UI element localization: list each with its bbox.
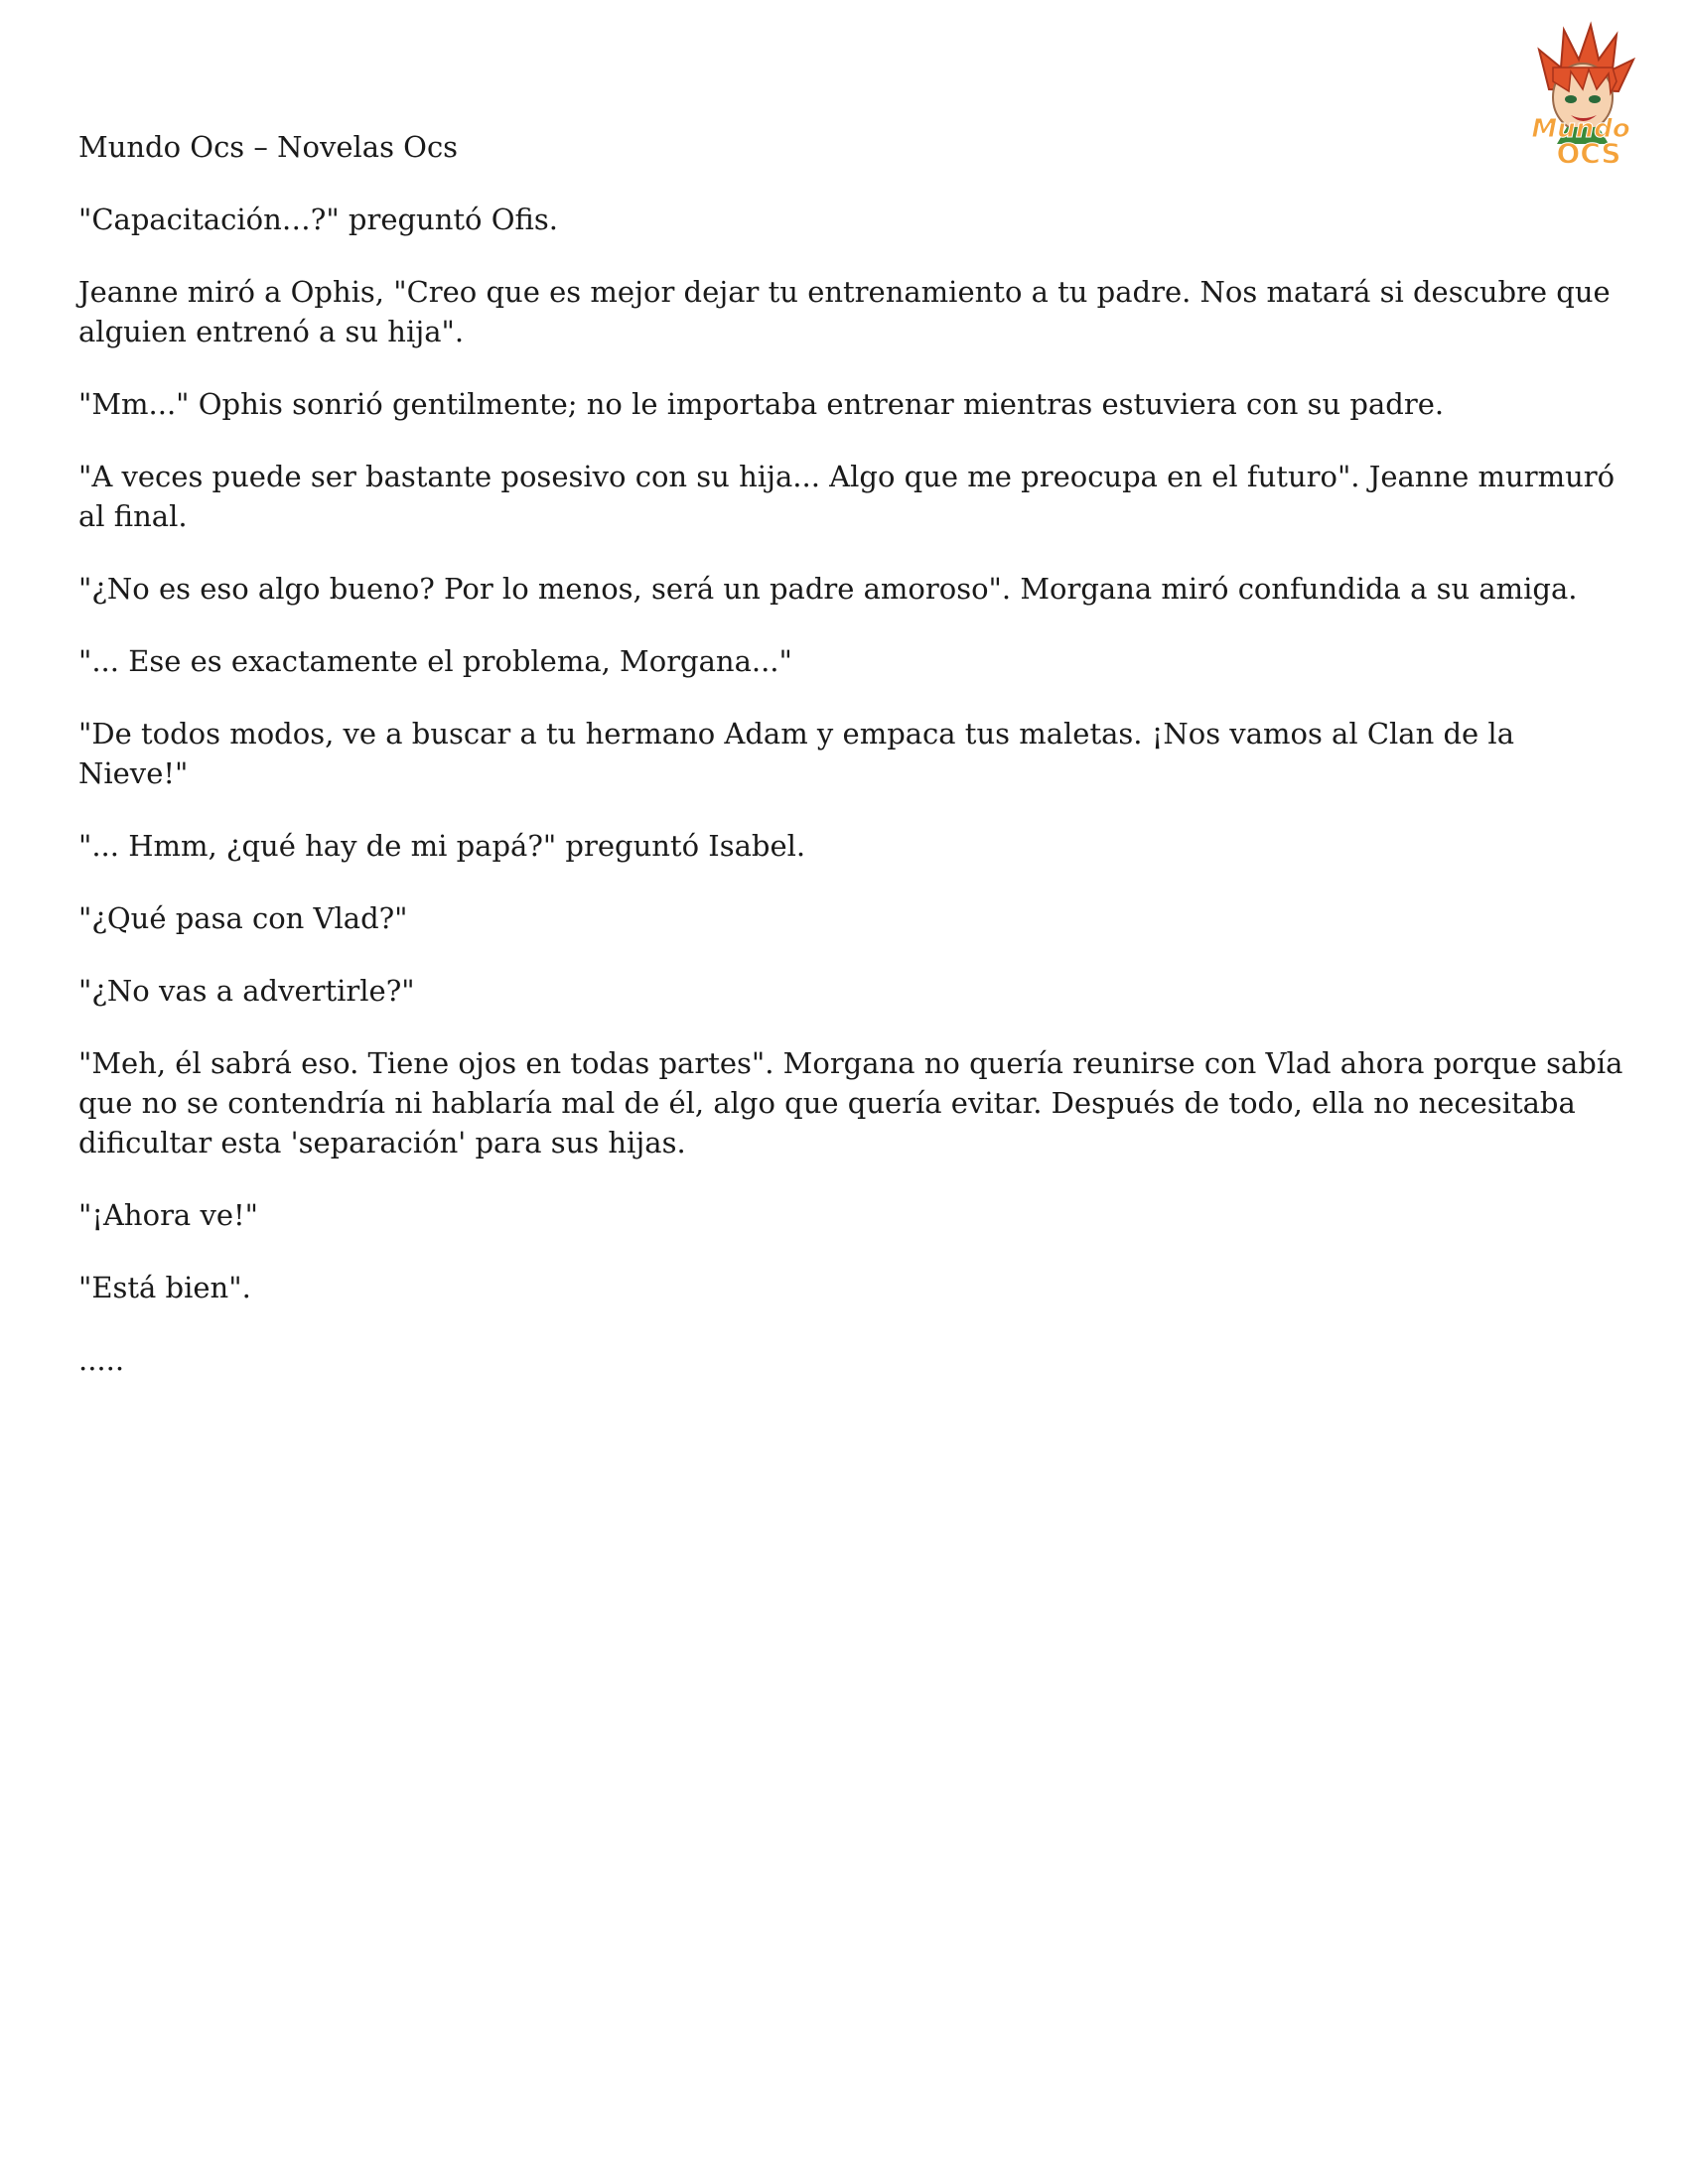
- paragraph: "A veces puede ser bastante posesivo con su hija... Algo que me preocupa en el futuro". Jeanne murmuró al final.: [78, 460, 1616, 533]
- paragraph: .....: [78, 1343, 125, 1377]
- paragraph: "De todos modos, ve a buscar a tu hermano Adam y empaca tus maletas. ¡Nos vamos al Clan de la Nieve!": [78, 717, 1514, 790]
- paragraph: "... Ese es exactamente el problema, Morgana...": [78, 644, 792, 678]
- svg-text:OCS: OCS: [1556, 137, 1621, 169]
- paragraph: "Mm..." Ophis sonrió gentilmente; no le importaba entrenar mientras estuviera con su padre.: [78, 387, 1445, 421]
- paragraph: Jeanne miró a Ophis, "Creo que es mejor dejar tu entrenamiento a tu padre. Nos matará si descubre que alguien entrenó a su hija".: [78, 275, 1611, 348]
- paragraph: "¿No es eso algo bueno? Por lo menos, será un padre amoroso". Morgana miró confundida a su amiga.: [78, 572, 1578, 606]
- paragraph: "Está bien".: [78, 1271, 251, 1304]
- paragraph: "¿Qué pasa con Vlad?": [78, 901, 408, 935]
- paragraph: "Capacitación…?" preguntó Ofis.: [78, 203, 558, 236]
- paragraph: "... Hmm, ¿qué hay de mi papá?" preguntó Isabel.: [78, 829, 806, 863]
- document-body: [78, 127, 1627, 1413]
- paragraph: "¡Ahora ve!": [78, 1198, 258, 1232]
- svg-text:Mundo: Mundo: [1531, 114, 1630, 144]
- paragraph: "Meh, él sabrá eso. Tiene ojos en todas partes". Morgana no quería reunirse con Vlad ahora porque sabía que no se contendría ni hablaría mal de él, algo que quería evitar. Después de todo, ella no necesitaba dificultar esta 'separación' para sus hijas.: [78, 1046, 1623, 1160]
- paragraph: "¿No vas a advertirle?": [78, 974, 415, 1008]
- site-title: Mundo Ocs – Novelas Ocs: [78, 130, 459, 164]
